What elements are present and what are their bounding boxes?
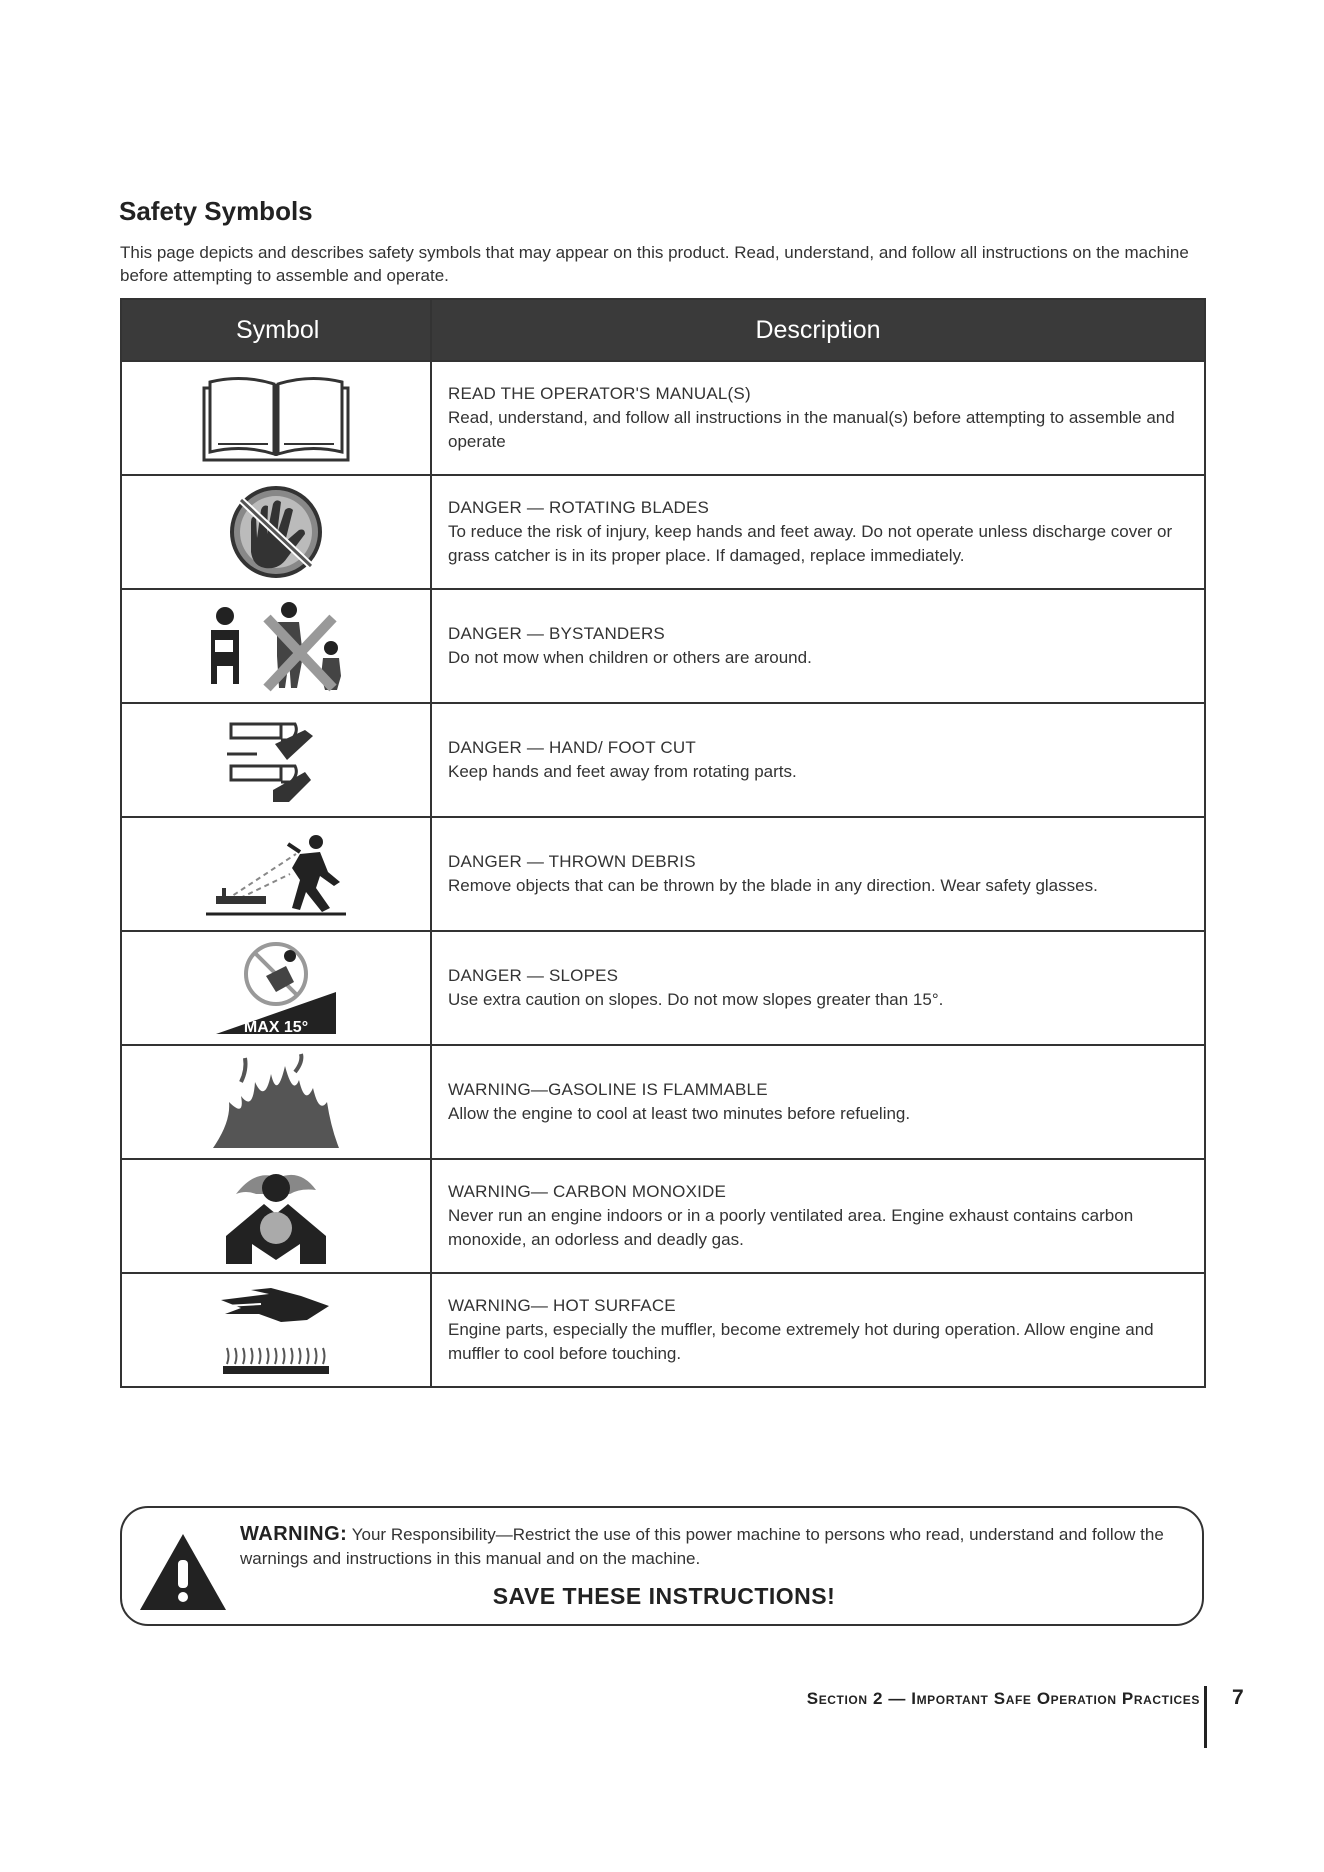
warning-text-block [240,1522,1180,1571]
symbol-cell [121,817,431,931]
warning-text: Your Responsibility—Restrict the use of this power machine to persons who read, understand and follow the warnings and instructions in this manual and on the machine. [240,1525,1164,1568]
operators-manual-icon [196,370,356,466]
warning-label: WARNING: [240,1523,348,1545]
row-title: DANGER — SLOPES [448,966,619,985]
save-instructions-heading: SAVE THESE INSTRUCTIONS! [492,1583,836,1609]
page-title: Safety Symbols [119,196,313,226]
hot-surface-icon [211,1280,341,1380]
row-title: DANGER — THROWN DEBRIS [448,852,696,871]
description-cell [431,475,1205,589]
row-title: DANGER — HAND/ FOOT CUT [448,738,696,757]
row-title: READ THE OPERATOR'S MANUAL(S) [448,384,751,403]
description-cell [431,589,1205,703]
table-row [121,1273,1205,1387]
description-cell [431,1159,1205,1273]
symbol-cell [121,589,431,703]
table-row [121,703,1205,817]
row-title: DANGER — ROTATING BLADES [448,498,710,517]
description-cell [431,817,1205,931]
row-text: To reduce the risk of injury, keep hands and feet away. Do not operate unless discharge cover or grass catcher is in its proper place. If damaged, replace immediately. [448,522,1173,565]
table-row [121,1159,1205,1273]
hand-foot-cut-icon [221,710,331,810]
slope-max-label: MAX 15° [243,1019,309,1036]
page-number: 7 [1232,1686,1244,1709]
table-row [121,589,1205,703]
row-text: Remove objects that can be thrown by the blade in any direction. Wear safety glasses. [448,876,1098,895]
flammable-icon [201,1052,351,1152]
footer-divider [1204,1686,1207,1748]
slopes-icon [206,936,346,1040]
row-text: Engine parts, especially the muffler, become extremely hot during operation. Allow engine and muffler to cool before touching. [448,1320,1154,1363]
description-cell [431,931,1205,1045]
row-title: DANGER — BYSTANDERS [448,624,665,643]
table-row [121,817,1205,931]
symbol-cell [121,931,431,1045]
row-title: WARNING—GASOLINE IS FLAMMABLE [448,1080,768,1099]
symbol-cell [121,475,431,589]
rotating-blades-icon [221,482,331,582]
description-cell [431,1273,1205,1387]
symbol-cell [121,361,431,475]
row-text: Read, understand, and follow all instructions in the manual(s) before attempting to assemble and operate [448,408,1175,451]
table-row [121,361,1205,475]
bystanders-icon [191,596,361,696]
safety-symbols-table [120,298,1206,1388]
row-title: WARNING— CARBON MONOXIDE [448,1182,727,1201]
table-row [121,475,1205,589]
row-text: Never run an engine indoors or in a poorly ventilated area. Engine exhaust contains carbon monoxide, an odorless and deadly gas. [448,1206,1134,1249]
table-header-row [121,299,1205,361]
row-title: WARNING— HOT SURFACE [448,1296,676,1315]
symbol-cell [121,1273,431,1387]
description-cell [431,1045,1205,1159]
symbol-cell [121,1045,431,1159]
table-row [121,1045,1205,1159]
description-cell [431,361,1205,475]
description-cell [431,703,1205,817]
row-text: Keep hands and feet away from rotating parts. [448,762,797,781]
footer-section-title: Section 2 — Important Safe Operation Practices [806,1689,1200,1708]
row-text: Do not mow when children or others are around. [448,648,812,667]
warning-box [120,1506,1204,1626]
thrown-debris-icon [196,824,356,924]
description-column-header: Description [431,299,1205,361]
table-row [121,931,1205,1045]
intro-paragraph: This page depicts and describes safety symbols that may appear on this product. Read, understand, and follow all instructions on the machine before attempting to assemble and operate. [120,243,1189,285]
row-text: Allow the engine to cool at least two minutes before refueling. [448,1104,911,1123]
symbol-cell [121,703,431,817]
row-text: Use extra caution on slopes. Do not mow slopes greater than 15°. [448,990,944,1009]
carbon-monoxide-icon [216,1164,336,1268]
symbol-column-header: Symbol [121,299,431,361]
symbol-cell [121,1159,431,1273]
